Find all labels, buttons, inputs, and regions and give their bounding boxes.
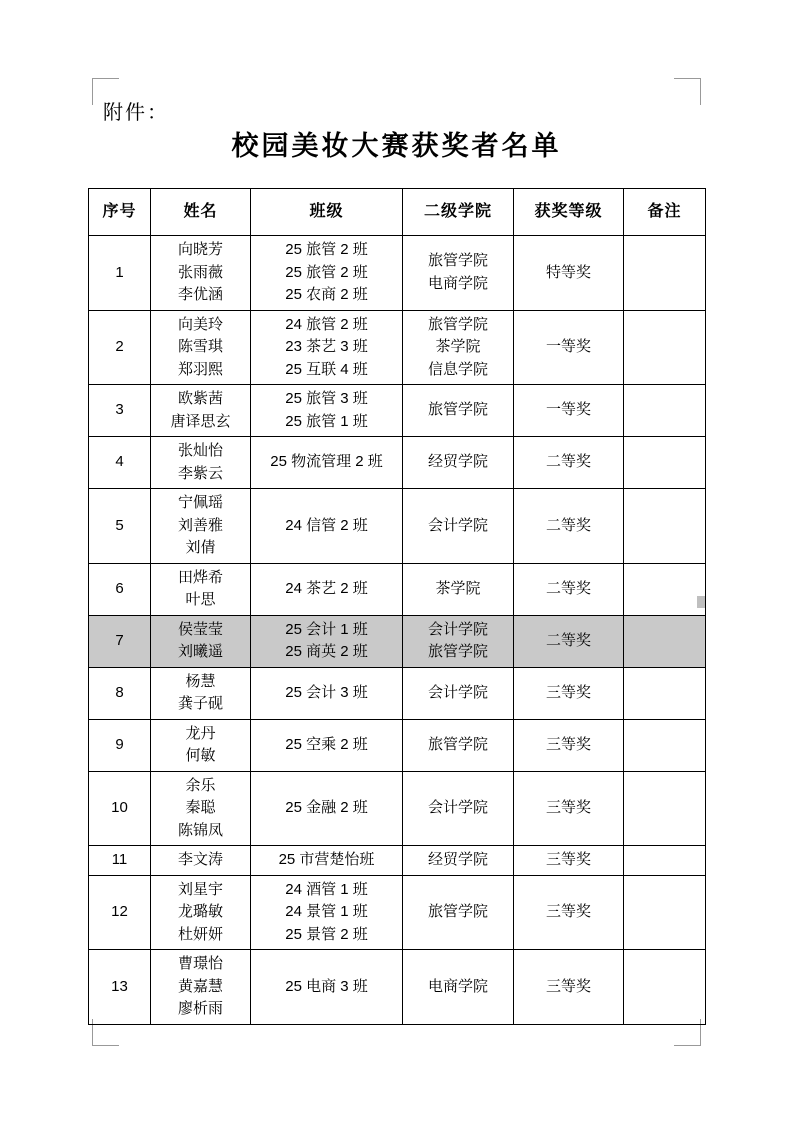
cell-award-level: 一等奖 — [514, 385, 624, 437]
cell-colleges-line: 电商学院 — [427, 274, 488, 292]
cell-classes — [251, 563, 403, 615]
cell-award-level: 三等奖 — [514, 667, 624, 719]
cell-names-line: 刘倩 — [185, 539, 216, 556]
table-column-header: 序号 — [89, 189, 151, 236]
table-row — [89, 437, 706, 489]
cell-colleges-line: 旅管学院 — [427, 735, 488, 753]
table-row — [89, 846, 706, 876]
attachment-label: 附件： — [103, 102, 169, 124]
table-column-header: 班级 — [251, 189, 403, 236]
cell-remark — [624, 846, 706, 876]
cell-colleges — [403, 667, 514, 719]
cell-serial-number: 10 — [89, 771, 151, 846]
cell-serial-number: 6 — [89, 563, 151, 615]
cell-classes-line: 25 空乘 2 班 — [285, 735, 368, 753]
cell-colleges-line: 经贸学院 — [427, 851, 488, 868]
cell-classes — [251, 846, 403, 876]
table-row — [89, 563, 706, 615]
cell-remark — [624, 437, 706, 489]
cell-classes-line: 25 电商 3 班 — [285, 977, 368, 995]
cell-names-line: 李优涵 — [177, 286, 223, 303]
cell-names-line: 龙丹 — [185, 724, 216, 742]
cell-colleges-line: 信息学院 — [427, 360, 488, 378]
cell-classes-line: 24 信管 2 班 — [285, 516, 368, 534]
cell-names-line: 田烨希 — [177, 568, 223, 586]
cell-names-line: 刘曦遥 — [177, 643, 223, 660]
cell-serial-number: 7 — [89, 615, 151, 667]
cell-names-line: 陈雪琪 — [177, 338, 223, 355]
cell-classes-line: 25 物流管理 2 班 — [270, 453, 383, 471]
cell-award-level: 三等奖 — [514, 719, 624, 771]
cell-colleges-line: 旅管学院 — [427, 315, 488, 333]
cell-classes — [251, 719, 403, 771]
cell-classes-line: 25 农商 2 班 — [285, 286, 368, 303]
cell-colleges-line: 会计学院 — [427, 620, 488, 638]
cell-colleges-line: 旅管学院 — [427, 252, 488, 270]
cell-names-line: 陈锦凤 — [177, 821, 223, 839]
cell-classes-line: 24 景管 1 班 — [285, 903, 368, 920]
cell-serial-number: 5 — [89, 489, 151, 564]
cell-colleges — [403, 771, 514, 846]
cell-colleges-line: 旅管学院 — [427, 903, 488, 920]
cell-classes-line: 25 旅管 2 班 — [285, 263, 368, 281]
cell-colleges-line: 经贸学院 — [427, 453, 488, 471]
cell-remark — [624, 719, 706, 771]
cell-classes-line: 25 互联 4 班 — [285, 360, 368, 378]
table-row — [89, 310, 706, 385]
cell-classes-line: 25 金融 2 班 — [285, 799, 368, 816]
cell-award-level: 一等奖 — [514, 310, 624, 385]
table-column-header: 二级学院 — [403, 189, 514, 236]
page-title: 校园美妆大赛获奖者名单 — [231, 131, 562, 161]
cell-names-line: 黄嘉慧 — [177, 977, 223, 995]
cell-names-line: 曹璟怡 — [177, 955, 223, 972]
cell-classes-line: 25 市营楚怡班 — [278, 851, 375, 868]
cell-names — [151, 846, 251, 876]
cell-award-level: 二等奖 — [514, 615, 624, 667]
award-table — [88, 188, 706, 1025]
cell-names-line: 龙璐敏 — [177, 903, 223, 920]
cell-colleges-line: 会计学院 — [427, 516, 488, 534]
cell-classes — [251, 437, 403, 489]
cell-classes-line: 24 旅管 2 班 — [285, 315, 368, 333]
cell-award-level: 二等奖 — [514, 437, 624, 489]
cell-colleges — [403, 719, 514, 771]
table-row — [89, 875, 706, 950]
cell-classes — [251, 875, 403, 950]
award-table-container — [88, 188, 705, 1025]
cell-classes — [251, 667, 403, 719]
cell-classes — [251, 489, 403, 564]
table-row — [89, 771, 706, 846]
cell-serial-number: 13 — [89, 950, 151, 1025]
cell-names — [151, 563, 251, 615]
cell-remark — [624, 385, 706, 437]
cell-colleges-line: 会计学院 — [427, 683, 488, 701]
cell-names-line: 刘星宇 — [177, 880, 223, 898]
table-row — [89, 236, 706, 311]
table-column-header: 备注 — [624, 189, 706, 236]
cell-names-line: 唐译思玄 — [170, 412, 231, 430]
table-row — [89, 950, 706, 1025]
cell-serial-number: 4 — [89, 437, 151, 489]
cell-classes-line: 23 茶艺 3 班 — [285, 338, 368, 355]
cell-classes-line: 25 旅管 1 班 — [285, 412, 368, 430]
cell-names-line: 余乐 — [185, 776, 216, 794]
cell-award-level: 三等奖 — [514, 875, 624, 950]
cell-names — [151, 489, 251, 564]
cell-serial-number: 1 — [89, 236, 151, 311]
cell-names-line: 秦聪 — [185, 799, 216, 816]
table-row — [89, 667, 706, 719]
cell-classes-line: 25 旅管 2 班 — [285, 241, 368, 258]
cell-names-line: 廖析雨 — [177, 1000, 223, 1017]
cell-award-level: 二等奖 — [514, 563, 624, 615]
cell-remark — [624, 563, 706, 615]
cell-serial-number: 8 — [89, 667, 151, 719]
cell-serial-number: 9 — [89, 719, 151, 771]
cell-remark — [624, 771, 706, 846]
cell-award-level: 三等奖 — [514, 950, 624, 1025]
cell-serial-number: 11 — [89, 846, 151, 876]
table-body — [89, 236, 706, 1025]
cell-classes-line: 24 酒管 1 班 — [285, 880, 368, 898]
cell-classes-line: 25 景管 2 班 — [285, 925, 368, 943]
cell-classes — [251, 615, 403, 667]
cell-serial-number: 12 — [89, 875, 151, 950]
cell-award-level: 三等奖 — [514, 771, 624, 846]
cell-names-line: 张雨薇 — [177, 263, 223, 281]
table-row — [89, 385, 706, 437]
cell-colleges — [403, 846, 514, 876]
cell-names-line: 李紫云 — [177, 464, 223, 482]
cell-colleges-line: 电商学院 — [427, 977, 488, 995]
cell-colleges-line: 茶学院 — [435, 579, 481, 597]
cell-remark — [624, 615, 706, 667]
cell-remark — [624, 950, 706, 1025]
cell-award-level: 二等奖 — [514, 489, 624, 564]
cell-colleges — [403, 950, 514, 1025]
cell-colleges — [403, 310, 514, 385]
cell-classes — [251, 385, 403, 437]
cell-names-line: 向晓芳 — [177, 241, 223, 258]
cell-award-level: 三等奖 — [514, 846, 624, 876]
cell-classes-line: 24 茶艺 2 班 — [285, 579, 368, 597]
cell-names — [151, 667, 251, 719]
cell-names — [151, 310, 251, 385]
table-row — [89, 489, 706, 564]
cell-names — [151, 771, 251, 846]
cell-names-line: 叶思 — [185, 591, 216, 608]
table-header-row — [89, 189, 706, 236]
cell-classes — [251, 310, 403, 385]
cell-names-line: 龚子砚 — [177, 695, 223, 712]
cell-classes — [251, 771, 403, 846]
cell-names — [151, 437, 251, 489]
cell-colleges — [403, 489, 514, 564]
cell-names-line: 李文涛 — [177, 851, 223, 868]
cell-classes-line: 25 旅管 3 班 — [285, 390, 368, 407]
cell-names — [151, 950, 251, 1025]
cell-colleges-line: 会计学院 — [427, 799, 488, 816]
cell-colleges — [403, 615, 514, 667]
cell-names-line: 杨慧 — [185, 672, 216, 690]
cell-remark — [624, 667, 706, 719]
cell-names-line: 向美玲 — [177, 315, 223, 333]
cell-names-line: 杜妍妍 — [177, 925, 223, 943]
cell-names-line: 郑羽熙 — [177, 360, 223, 378]
cell-remark — [624, 236, 706, 311]
cell-colleges — [403, 875, 514, 950]
cell-names — [151, 719, 251, 771]
cell-names-line: 张灿怡 — [177, 442, 223, 459]
cell-names — [151, 875, 251, 950]
cell-classes-line: 25 商英 2 班 — [285, 643, 368, 660]
cell-award-level: 特等奖 — [514, 236, 624, 311]
cell-classes-line: 25 会计 1 班 — [285, 620, 368, 638]
cell-names — [151, 236, 251, 311]
cell-classes — [251, 236, 403, 311]
cell-classes — [251, 950, 403, 1025]
table-header — [89, 189, 706, 236]
cell-names-line: 宁佩瑶 — [177, 494, 223, 511]
table-column-header: 获奖等级 — [514, 189, 624, 236]
cell-colleges — [403, 437, 514, 489]
table-column-header: 姓名 — [151, 189, 251, 236]
cell-colleges — [403, 563, 514, 615]
table-row — [89, 615, 706, 667]
crop-mark-top-right — [674, 78, 701, 105]
cell-classes-line: 25 会计 3 班 — [285, 683, 368, 701]
cell-remark — [624, 875, 706, 950]
row-highlight-marker — [697, 596, 705, 608]
cell-colleges-line: 茶学院 — [435, 338, 481, 355]
cell-colleges — [403, 236, 514, 311]
cell-names-line: 欧紫茜 — [177, 390, 223, 407]
cell-remark — [624, 310, 706, 385]
cell-remark — [624, 489, 706, 564]
cell-colleges-line: 旅管学院 — [427, 643, 488, 660]
cell-names — [151, 385, 251, 437]
cell-names-line: 刘善雅 — [177, 516, 223, 534]
cell-colleges — [403, 385, 514, 437]
cell-names-line: 何敏 — [185, 747, 216, 764]
cell-serial-number: 2 — [89, 310, 151, 385]
table-row — [89, 719, 706, 771]
cell-serial-number: 3 — [89, 385, 151, 437]
cell-names-line: 侯莹莹 — [177, 620, 223, 638]
cell-colleges-line: 旅管学院 — [427, 401, 488, 419]
cell-names — [151, 615, 251, 667]
